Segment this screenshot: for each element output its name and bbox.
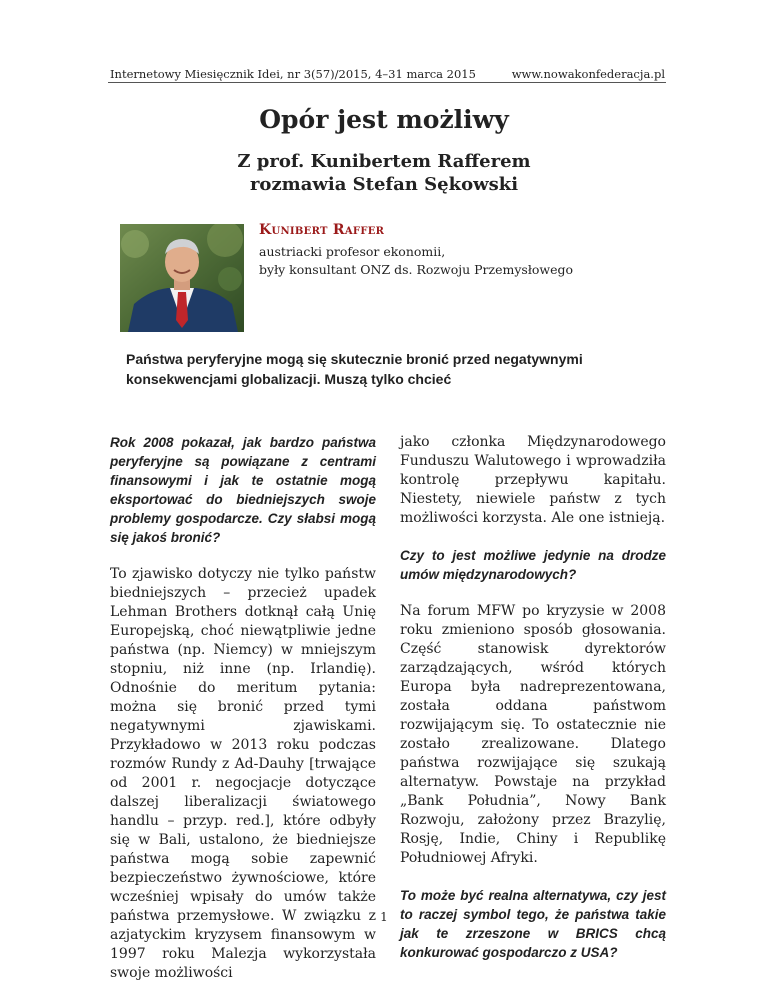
subtitle-line-1: Z prof. Kunibertem Rafferem xyxy=(237,151,531,172)
question-2: Czy to jest możliwe jedynie na drodze umów międzynarodowych? xyxy=(400,548,666,582)
article-lead: Państwa peryferyjne mogą się skutecznie bronić przed negatywnymi konsekwencjami globalizacji. Muszą tylko chcieć xyxy=(126,351,583,387)
page-number: 1 xyxy=(380,910,388,924)
article-subtitle xyxy=(0,150,768,196)
answer-1-continued: jako członka Międzynarodowego Funduszu Walutowego i wprowadziła kontrolę przepływu kapitału. Niestety, niewiele państw z tych możliwości korzysta. Ale one istnieją. xyxy=(400,434,666,526)
portrait-photo xyxy=(120,224,244,332)
article-title: Opór jest możliwy xyxy=(259,105,509,134)
person-description-line-2: były konsultant ONZ ds. Rozwoju Przemysłowego xyxy=(259,262,574,277)
answer-2: Na forum MFW po kryzysie w 2008 roku zmieniono sposób głosowania. Część stanowisk dyrektorów zarządzających, wśród których Europa była nadreprezentowana, została oddana państwom rozwijającym się. To ostatecznie nie zostało zrealizowane. Dlatego państwa rozwijające się szukają alternatyw. Powstaje na przykład „Bank Południa”, Nowy Bank Rozwoju, założony przez Brazylię, Rosję, Indie, Chiny i Republikę Południowej Afryki. xyxy=(400,603,666,866)
answer-1: To zjawisko dotyczy nie tylko państw biedniejszych – przecież upadek Lehman Brothers dotknął całą Unię Europejską, choć niewątpliwie jedne państwa (np. Niemcy) w mniejszym stopniu, niż inne (np. Irlandię). Odnośnie do meritum pytania: można się bronić przed tymi negatywnymi zjawiskami. Przykładowo w 2013 roku podczas rozmów Rundy z Ad-Dauhy [trwające od 2001 r. negocjacje dotyczące dalszej liberalizacji światowego handlu – przyp. red.], które odbyły się w Bali, ustalono, że biedniejsze państwa mogą sobie zapewnić bezpieczeństwo żywnościowe, które wcześniej wpisały do umów także państwa przemysłowe. W związku z azjatyckim kryzysem finansowym w 1997 roku Malezja wykorzystała swoje możliwości xyxy=(110,566,376,981)
person-name: Kunibert Raffer xyxy=(259,222,385,238)
subtitle-line-2: rozmawia Stefan Sękowski xyxy=(249,174,519,195)
right-column xyxy=(400,433,666,980)
header-website: www.nowakonfederacja.pl xyxy=(511,67,665,81)
header-journal-info: Internetowy Miesięcznik Idei, nr 3(57)/2015, 4–31 marca 2015 xyxy=(110,67,476,81)
question-1: Rok 2008 pokazał, jak bardzo państwa peryferyjne są powiązane z centrami finansowymi i jak te ostatnie mogą eksportować do biedniejszych swoje problemy gospodarcze. Czy słabsi mogą się jakoś bronić? xyxy=(110,435,376,545)
question-3: To może być realna alternatywa, czy jest to raczej symbol tego, że państwa takie jak te zrzeszone w BRICS chcą konkurować gospodarczo z USA? xyxy=(400,888,666,960)
header-divider xyxy=(108,82,666,83)
person-description-line-1: austriacki profesor ekonomii, xyxy=(259,244,446,259)
person-description xyxy=(259,243,659,279)
